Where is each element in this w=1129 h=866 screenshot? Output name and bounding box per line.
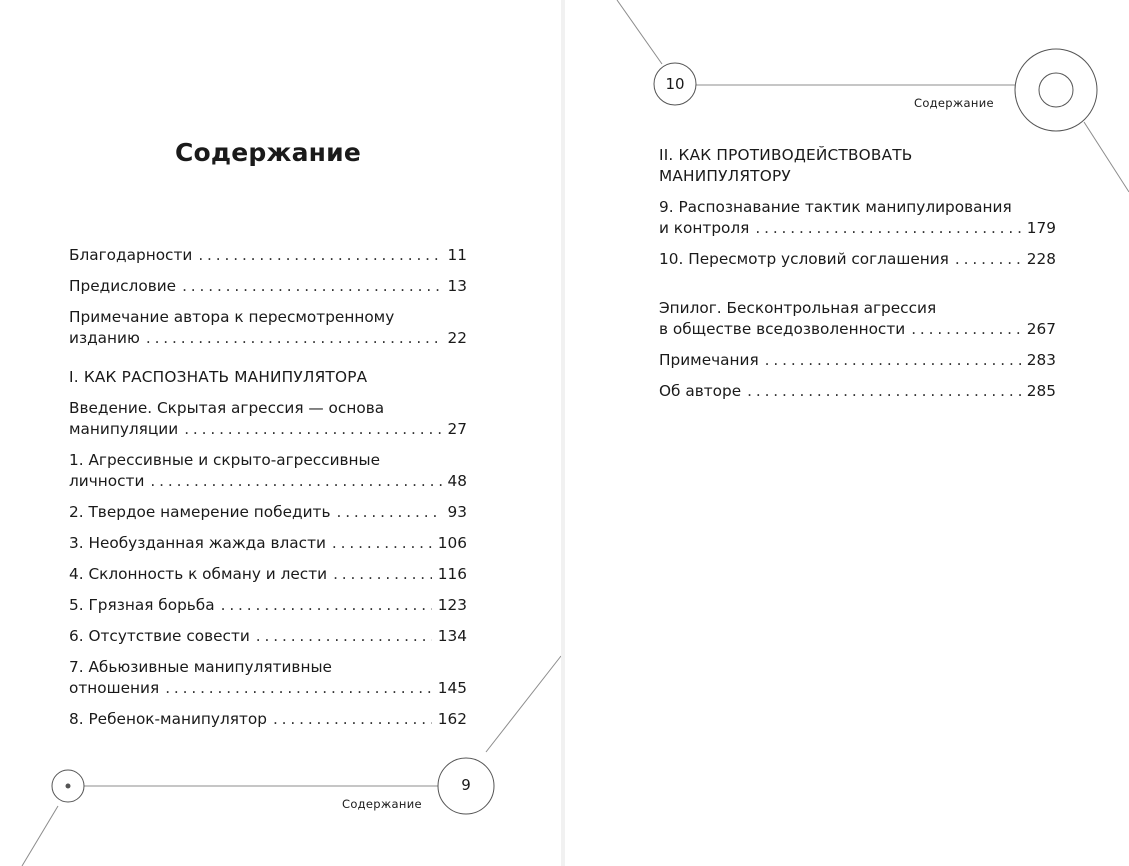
toc-entry-chapter-7[interactable] xyxy=(69,657,467,699)
toc-entry-about-author[interactable] xyxy=(659,381,1056,402)
toc-entry-title: манипуляции xyxy=(69,420,179,438)
large-circle-icon xyxy=(1015,49,1097,131)
section-heading-2[interactable] xyxy=(659,145,1056,187)
toc-entry-title: 5. Грязная борьба xyxy=(69,596,215,614)
toc-entry-line1: 7. Абьюзивные манипулятивные xyxy=(69,658,332,676)
toc-entry-line1: Введение. Скрытая агрессия — основа xyxy=(69,399,385,417)
page-title: Содержание xyxy=(174,138,362,167)
toc-entry-title: Примечания xyxy=(659,351,759,369)
toc-entry-page: 285 xyxy=(1026,382,1056,400)
toc-entry-page: 22 xyxy=(447,329,467,347)
toc-entry-page: 93 xyxy=(447,503,467,521)
toc-entry-line1: Примечание автора к пересмотренному xyxy=(69,308,395,326)
toc-entry-chapter-3[interactable] xyxy=(69,533,467,554)
toc-entry-title: отношения xyxy=(69,679,160,697)
toc-entry-page: 228 xyxy=(1026,250,1056,268)
toc-entry-line1: 9. Распознавание тактик манипулирования xyxy=(659,198,1012,216)
toc-entry-title: 8. Ребенок-манипулятор xyxy=(69,710,267,728)
toc-entry-page: 11 xyxy=(447,246,467,264)
toc-entry-title: 2. Твердое намерение победить xyxy=(69,503,331,521)
toc-entry-page: 145 xyxy=(437,679,467,697)
toc-entry-chapter-2[interactable] xyxy=(69,502,467,523)
toc-entry-title: Об авторе xyxy=(659,382,742,400)
right-page-decoration xyxy=(565,0,1129,866)
toc-entry-chapter-6[interactable] xyxy=(69,626,467,647)
section-heading-line2: МАНИПУЛЯТОРУ xyxy=(659,167,791,185)
toc-entry-chapter-1[interactable] xyxy=(69,450,467,492)
toc-entry-title: в обществе вседозволенности xyxy=(659,320,906,338)
toc-entry-page: 13 xyxy=(447,277,467,295)
toc-entry-chapter-8[interactable] xyxy=(69,709,467,730)
toc-entry-page: 267 xyxy=(1026,320,1056,338)
toc-entry-title: 3. Необузданная жажда власти xyxy=(69,534,326,552)
running-header: Содержание xyxy=(342,797,422,811)
toc-entry-introduction[interactable] xyxy=(69,398,467,440)
toc-entry-title: 10. Пересмотр условий соглашения xyxy=(659,250,949,268)
page-number: 9 xyxy=(461,776,471,794)
toc-entry-epilogue[interactable] xyxy=(659,298,1056,340)
toc-entry-page: 179 xyxy=(1026,219,1056,237)
running-header: Содержание xyxy=(914,96,994,110)
toc-entry-chapter-4[interactable] xyxy=(69,564,467,585)
toc-entry-line1: Эпилог. Бесконтрольная агрессия xyxy=(659,299,937,317)
toc-entry-title: личности xyxy=(69,472,145,490)
toc-entry-page: 116 xyxy=(437,565,467,583)
page-number: 10 xyxy=(665,75,685,93)
toc-entry-page: 48 xyxy=(447,472,467,490)
toc-entry-line1: 1. Агрессивные и скрыто-агрессивные xyxy=(69,451,381,469)
toc-entry-title: 6. Отсутствие совести xyxy=(69,627,250,645)
toc-entry-page: 27 xyxy=(447,420,467,438)
section-heading-1[interactable]: I. КАК РАСПОЗНАТЬ МАНИПУЛЯТОРА xyxy=(69,368,368,386)
toc-entry-preface[interactable] xyxy=(69,276,467,297)
right-page xyxy=(565,0,1129,866)
toc-entry-page: 106 xyxy=(437,534,467,552)
section-heading-line1: II. КАК ПРОТИВОДЕЙСТВОВАТЬ xyxy=(659,146,913,164)
toc-entry-page: 283 xyxy=(1026,351,1056,369)
toc-entry-chapter-10[interactable] xyxy=(659,249,1056,270)
toc-entry-title: Благодарности xyxy=(69,246,193,264)
toc-right xyxy=(659,145,1056,412)
toc-entry-title: 4. Склонность к обману и лести xyxy=(69,565,328,583)
toc-entry-page: 123 xyxy=(437,596,467,614)
toc-entry-page: 134 xyxy=(437,627,467,645)
left-page xyxy=(0,0,561,866)
toc-left xyxy=(69,245,467,740)
toc-entry-chapter-9[interactable] xyxy=(659,197,1056,239)
toc-entry-title: изданию xyxy=(69,329,140,347)
toc-entry-title: и контроля xyxy=(659,219,750,237)
toc-entry-acknowledgements[interactable] xyxy=(69,245,467,266)
toc-entry-chapter-5[interactable] xyxy=(69,595,467,616)
toc-entry-page: 162 xyxy=(437,710,467,728)
toc-entry-title: Предисловие xyxy=(69,277,177,295)
toc-entry-author-note[interactable] xyxy=(69,307,467,349)
toc-entry-notes[interactable] xyxy=(659,350,1056,371)
